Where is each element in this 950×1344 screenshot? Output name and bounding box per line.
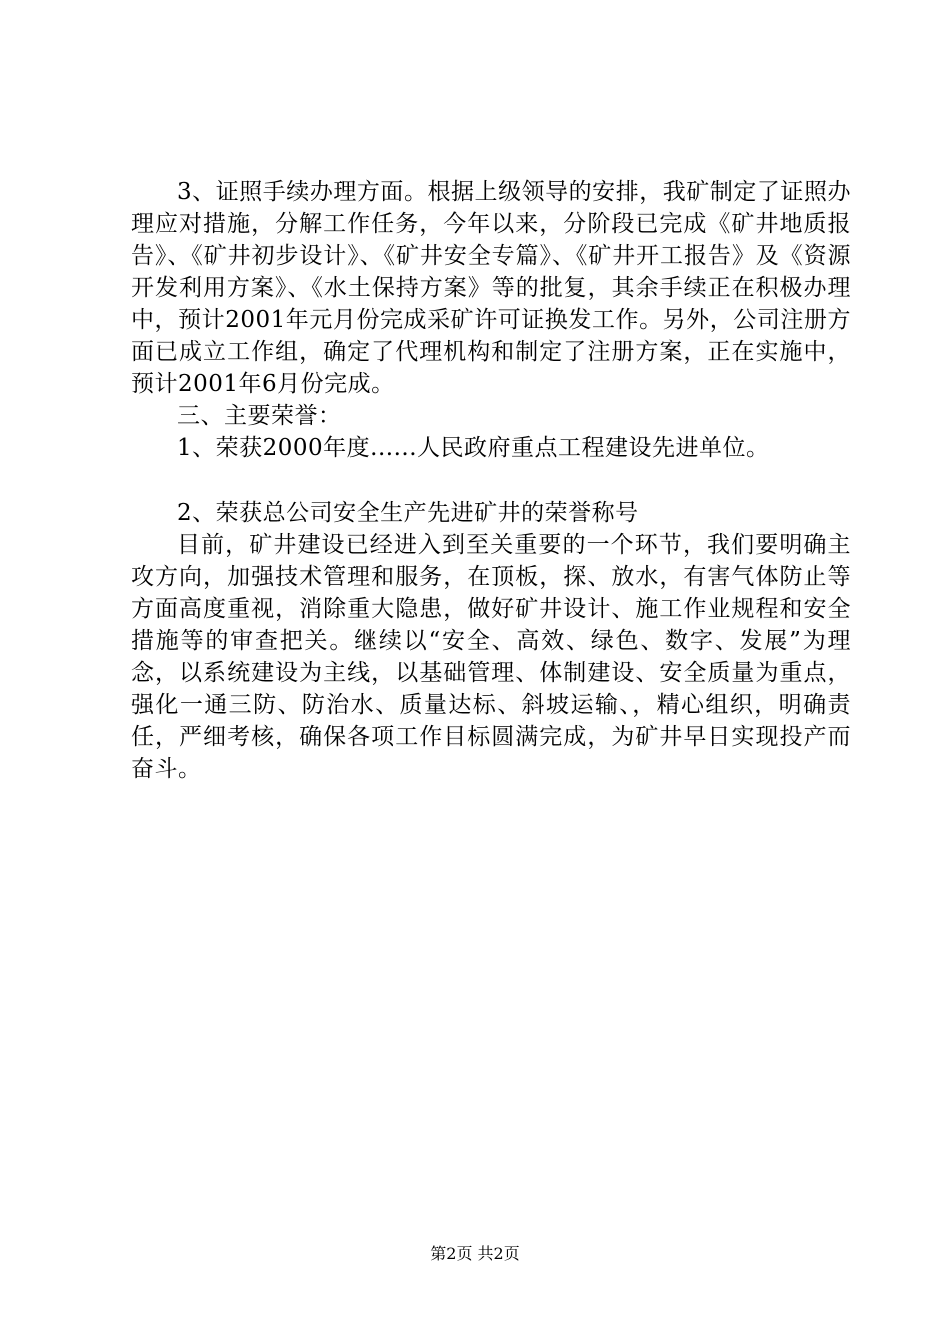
paragraph-certificates: 3、证照手续办理方面。根据上级领导的安排，我矿制定了证照办理应对措施，分解工作任务，今年以来，分阶段已完成《矿井地质报告》、《矿井初步设计》、《矿井安全专篇》、《矿井开工报告》及《资源开发利用方案》、《水土保持方案》等的批复，其余手续正在积极办理中，预计2001年元月份完成采矿许可证换发工作。另外，公司注册方面已成立工作组，确定了代理机构和制定了注册方案，正在实施中，预计2001年6月份完成。	[131, 179, 851, 397]
paragraph-gap	[131, 464, 851, 497]
heading-honors: 三、主要荣誉：	[177, 403, 342, 429]
page-number-footer: 第2页 共2页	[430, 1244, 520, 1263]
honor-item-2: 2、荣获总公司安全生产先进矿井的荣誉称号	[177, 500, 639, 526]
document-body	[131, 176, 851, 785]
paragraph-conclusion: 目前，矿井建设已经进入到至关重要的一个环节，我们要明确主攻方向，加强技术管理和服务，在顶板，探、放水，有害气体防止等方面高度重视，消除重大隐患，做好矿井设计、施工作业规程和安全措施等的审查把关。继续以“安全、高效、绿色、数字、发展”为理念，以系统建设为主线，以基础管理、体制建设、安全质量为重点，强化一通三防、防治水、质量达标、斜坡运输、，精心组织，明确责任，严细考核，确保各项工作目标圆满完成，为矿井早日实现投产而奋斗。	[131, 532, 851, 782]
honor-item-1: 1、荣获2000年度......人民政府重点工程建设先进单位。	[177, 435, 770, 461]
